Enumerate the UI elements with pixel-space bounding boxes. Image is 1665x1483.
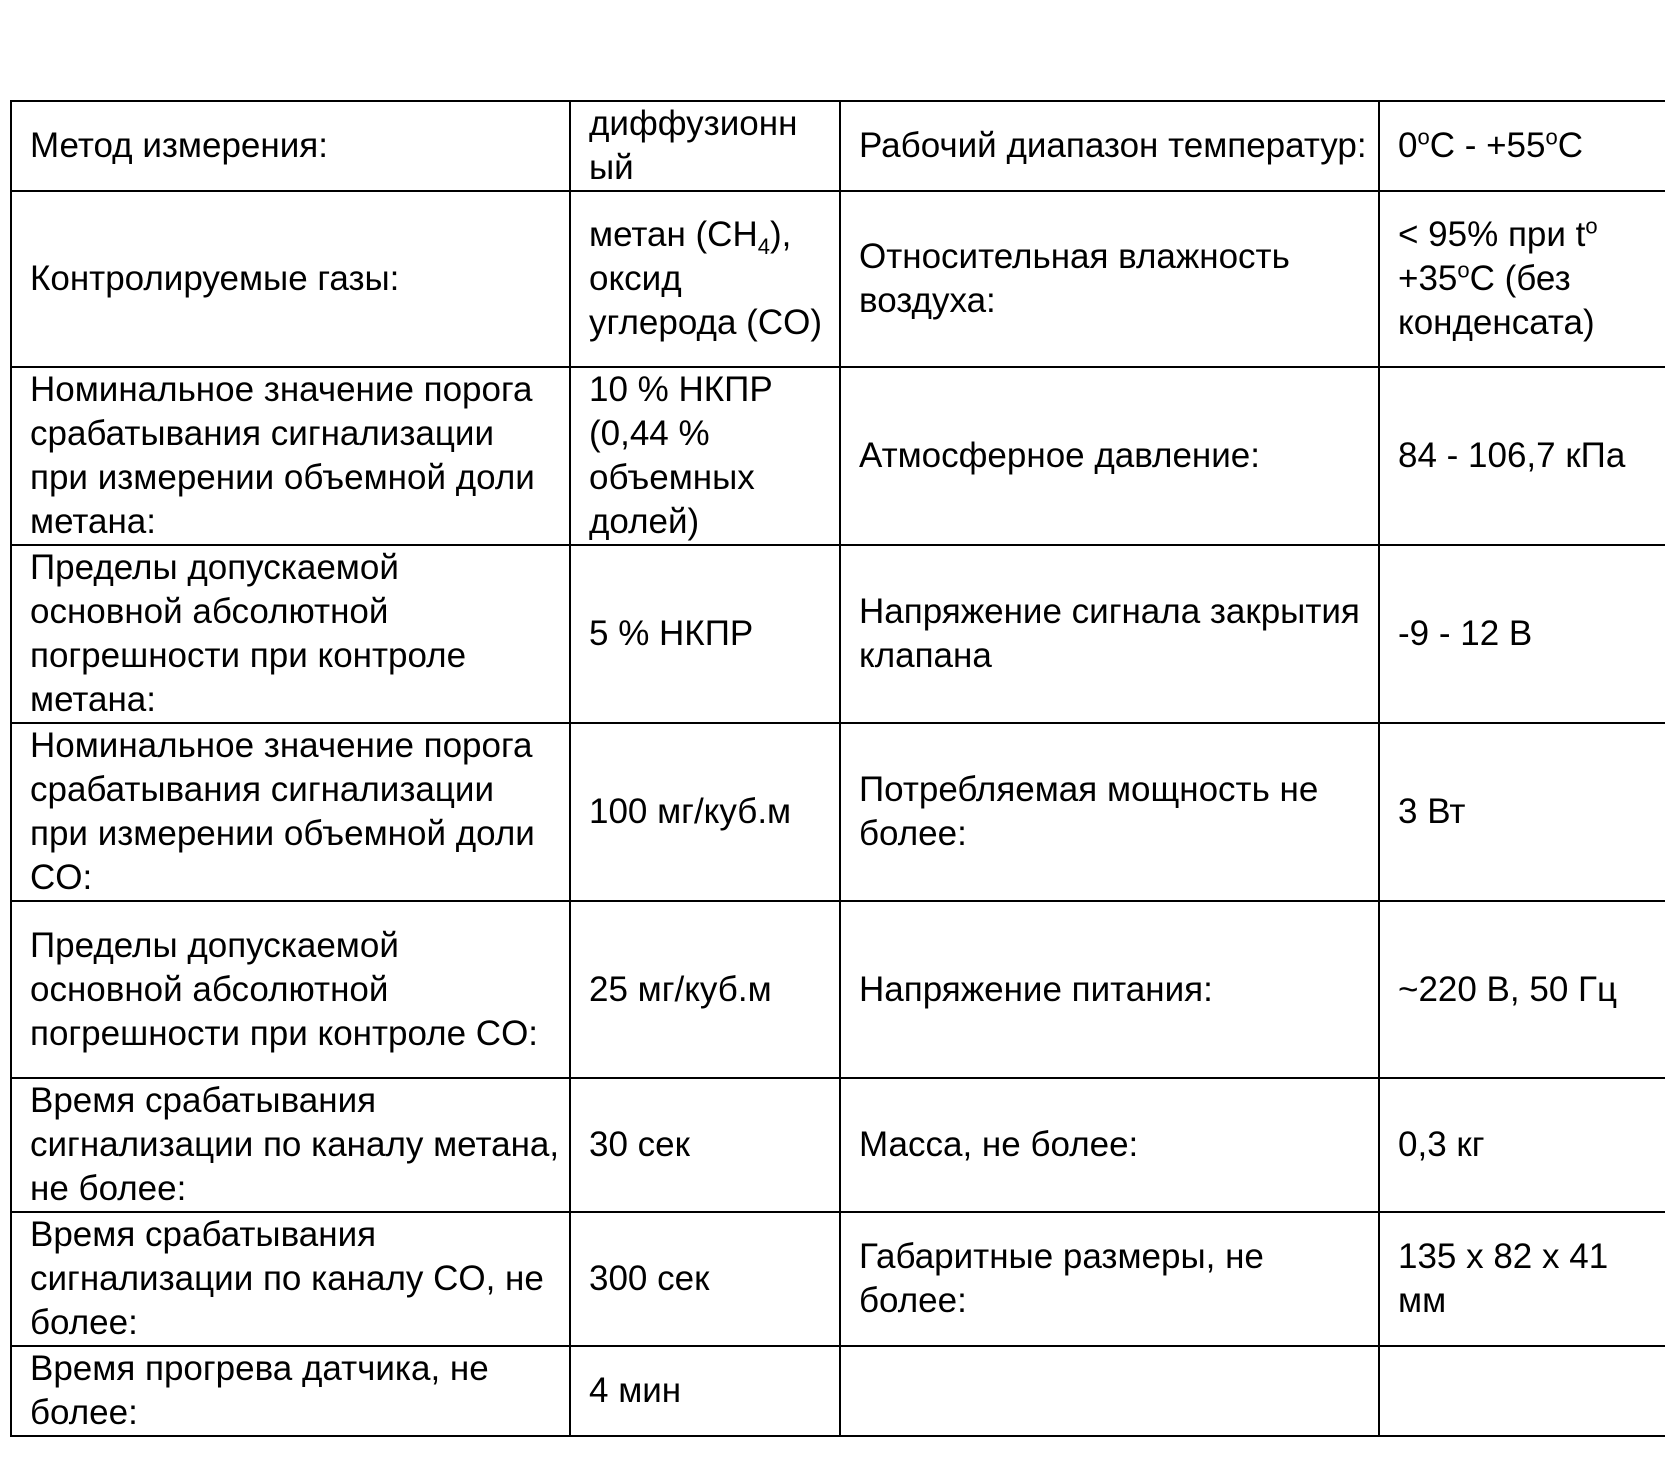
parameter-value: 5 % НКПР xyxy=(570,545,840,723)
parameter-label: Рабочий диапазон температур: xyxy=(840,101,1379,191)
parameter-value: 30 сек xyxy=(570,1078,840,1212)
parameter-label: Номинальное значение порога срабатывания сигнализации при измерении объемной доли CO: xyxy=(11,723,570,901)
table-row xyxy=(11,1346,1665,1436)
parameter-label: Напряжение питания: xyxy=(840,901,1379,1078)
table-row xyxy=(11,191,1665,367)
parameter-value: -9 - 12 В xyxy=(1379,545,1665,723)
parameter-label: Атмосферное давление: xyxy=(840,367,1379,545)
table-row xyxy=(11,545,1665,723)
empty-cell xyxy=(840,1346,1379,1436)
parameter-value: 10 % НКПР (0,44 % объемных долей) xyxy=(570,367,840,545)
table-row xyxy=(11,1078,1665,1212)
parameter-value: 100 мг/куб.м xyxy=(570,723,840,901)
parameter-label: Время срабатывания сигнализации по каналу метана, не более: xyxy=(11,1078,570,1212)
table-row xyxy=(11,723,1665,901)
parameter-value: 84 - 106,7 кПа xyxy=(1379,367,1665,545)
empty-cell xyxy=(1379,1346,1665,1436)
parameter-value: метан $(CH_4)$, оксид углерода (CO) xyxy=(570,191,840,367)
parameter-value: диффузионн ый xyxy=(570,101,840,191)
parameter-value: 0,3 кг xyxy=(1379,1078,1665,1212)
parameter-label: Пределы допускаемой основной абсолютной погрешности при контроле метана: xyxy=(11,545,570,723)
specifications-table xyxy=(10,100,1665,1437)
parameter-value: 300 сек xyxy=(570,1212,840,1346)
table-row xyxy=(11,101,1665,191)
parameter-label: Потребляемая мощность не более: xyxy=(840,723,1379,901)
parameter-value: ~220 В, 50 Гц xyxy=(1379,901,1665,1078)
parameter-label: Масса, не более: xyxy=(840,1078,1379,1212)
parameter-label: Время прогрева датчика, не более: xyxy=(11,1346,570,1436)
parameter-label: Габаритные размеры, не более: xyxy=(840,1212,1379,1346)
table-row xyxy=(11,1212,1665,1346)
parameter-value: 135 x 82 x 41 мм xyxy=(1379,1212,1665,1346)
parameter-label: Относительная влажность воздуха: xyxy=(840,191,1379,367)
table-row xyxy=(11,367,1665,545)
parameter-label: Время срабатывания сигнализации по каналу CO, не более: xyxy=(11,1212,570,1346)
parameter-label: Напряжение сигнала закрытия клапана xyxy=(840,545,1379,723)
parameter-value: 25 мг/куб.м xyxy=(570,901,840,1078)
table-row xyxy=(11,901,1665,1078)
parameter-value: 4 мин xyxy=(570,1346,840,1436)
parameter-label: Номинальное значение порога срабатывания сигнализации при измерении объемной доли метана: xyxy=(11,367,570,545)
parameter-value: < 95% при $t^o +35^oC$ (без конденсата) xyxy=(1379,191,1665,367)
parameter-value: $0^oC - +55^oC$ xyxy=(1379,101,1665,191)
parameter-label: Пределы допускаемой основной абсолютной погрешности при контроле CO: xyxy=(11,901,570,1078)
parameter-label: Контролируемые газы: xyxy=(11,191,570,367)
parameter-value: 3 Вт xyxy=(1379,723,1665,901)
parameter-label: Метод измерения: xyxy=(11,101,570,191)
